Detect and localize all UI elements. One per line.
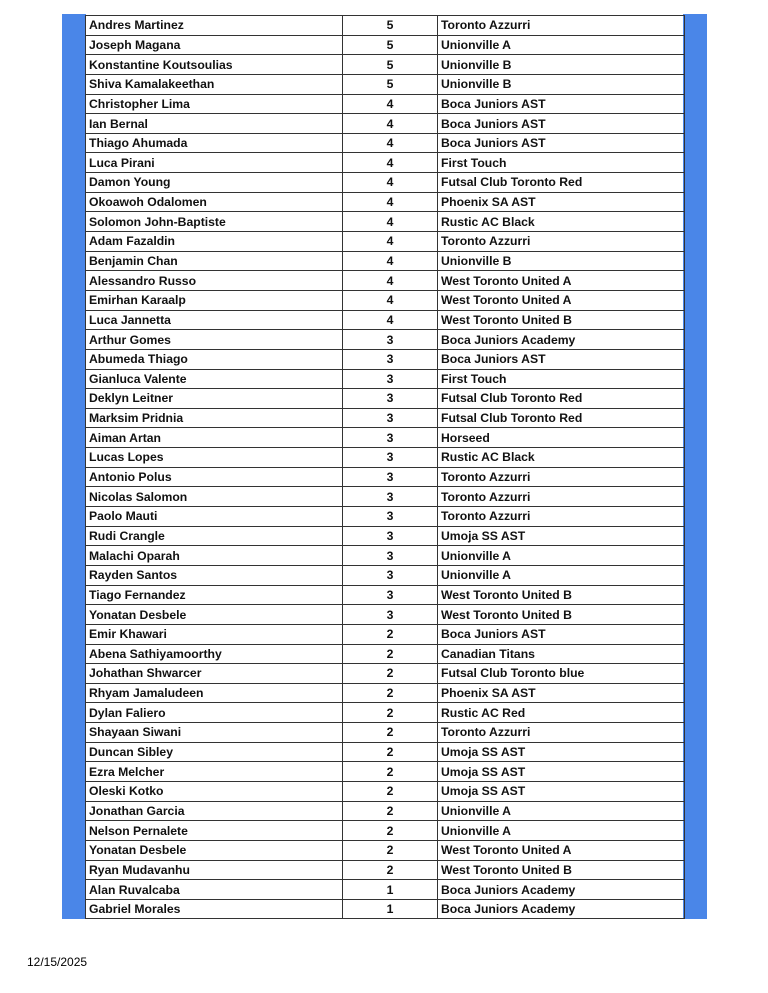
team-cell: Umoja SS AST xyxy=(438,781,685,801)
player-name-cell: Nelson Pernalete xyxy=(86,821,343,841)
player-name-cell: Ezra Melcher xyxy=(86,762,343,782)
team-cell: Boca Juniors Academy xyxy=(438,899,685,919)
player-name-cell: Ian Bernal xyxy=(86,114,343,134)
table-row xyxy=(86,212,685,232)
table-row xyxy=(86,389,685,409)
table-row xyxy=(86,74,685,94)
team-cell: Umoja SS AST xyxy=(438,742,685,762)
team-cell: Toronto Azzurri xyxy=(438,467,685,487)
team-cell: Toronto Azzurri xyxy=(438,487,685,507)
player-name-cell: Paolo Mauti xyxy=(86,507,343,527)
goals-cell: 2 xyxy=(343,723,438,743)
player-name-cell: Gianluca Valente xyxy=(86,369,343,389)
table-row xyxy=(86,133,685,153)
team-cell: Unionville A xyxy=(438,35,685,55)
team-cell: Unionville B xyxy=(438,55,685,75)
table-row xyxy=(86,526,685,546)
player-name-cell: Okoawoh Odalomen xyxy=(86,192,343,212)
goals-cell: 2 xyxy=(343,821,438,841)
player-name-cell: Arthur Gomes xyxy=(86,330,343,350)
team-cell: Futsal Club Toronto blue xyxy=(438,664,685,684)
table-row xyxy=(86,290,685,310)
goals-cell: 5 xyxy=(343,16,438,36)
player-name-cell: Ryan Mudavanhu xyxy=(86,860,343,880)
player-name-cell: Shayaan Siwani xyxy=(86,723,343,743)
team-cell: Toronto Azzurri xyxy=(438,232,685,252)
player-name-cell: Andres Martinez xyxy=(86,16,343,36)
player-name-cell: Marksim Pridnia xyxy=(86,408,343,428)
goals-cell: 4 xyxy=(343,173,438,193)
table-row xyxy=(86,35,685,55)
goals-cell: 2 xyxy=(343,664,438,684)
player-name-cell: Benjamin Chan xyxy=(86,251,343,271)
player-name-cell: Emirhan Karaalp xyxy=(86,290,343,310)
goals-cell: 3 xyxy=(343,585,438,605)
goals-cell: 4 xyxy=(343,192,438,212)
team-cell: West Toronto United A xyxy=(438,271,685,291)
team-cell: West Toronto United A xyxy=(438,840,685,860)
goals-cell: 1 xyxy=(343,899,438,919)
goals-cell: 3 xyxy=(343,330,438,350)
goals-cell: 5 xyxy=(343,35,438,55)
goals-cell: 4 xyxy=(343,212,438,232)
table-row xyxy=(86,880,685,900)
team-cell: West Toronto United B xyxy=(438,860,685,880)
player-name-cell: Rudi Crangle xyxy=(86,526,343,546)
table-row xyxy=(86,644,685,664)
player-name-cell: Emir Khawari xyxy=(86,624,343,644)
table-row xyxy=(86,860,685,880)
player-name-cell: Abena Sathiyamoorthy xyxy=(86,644,343,664)
team-cell: Toronto Azzurri xyxy=(438,16,685,36)
table-row xyxy=(86,349,685,369)
team-cell: Horseed xyxy=(438,428,685,448)
team-cell: Boca Juniors AST xyxy=(438,349,685,369)
team-cell: Unionville B xyxy=(438,74,685,94)
table-row xyxy=(86,546,685,566)
table-row xyxy=(86,840,685,860)
table-row xyxy=(86,153,685,173)
team-cell: Boca Juniors Academy xyxy=(438,880,685,900)
goals-cell: 3 xyxy=(343,467,438,487)
scorers-table xyxy=(85,15,685,919)
goals-cell: 4 xyxy=(343,153,438,173)
left-color-band xyxy=(62,14,86,919)
table-row xyxy=(86,487,685,507)
goals-cell: 2 xyxy=(343,683,438,703)
table-row xyxy=(86,94,685,114)
table-row xyxy=(86,330,685,350)
goals-cell: 4 xyxy=(343,114,438,134)
goals-cell: 3 xyxy=(343,369,438,389)
table-row xyxy=(86,664,685,684)
team-cell: Unionville A xyxy=(438,821,685,841)
team-cell: Umoja SS AST xyxy=(438,526,685,546)
goals-cell: 2 xyxy=(343,840,438,860)
table-row xyxy=(86,683,685,703)
goals-cell: 4 xyxy=(343,290,438,310)
player-name-cell: Alan Ruvalcaba xyxy=(86,880,343,900)
team-cell: Canadian Titans xyxy=(438,644,685,664)
player-name-cell: Oleski Kotko xyxy=(86,781,343,801)
table-row xyxy=(86,624,685,644)
player-name-cell: Johathan Shwarcer xyxy=(86,664,343,684)
goals-cell: 2 xyxy=(343,624,438,644)
goals-cell: 4 xyxy=(343,133,438,153)
goals-cell: 2 xyxy=(343,781,438,801)
player-name-cell: Thiago Ahumada xyxy=(86,133,343,153)
table-row xyxy=(86,742,685,762)
player-name-cell: Dylan Faliero xyxy=(86,703,343,723)
player-name-cell: Antonio Polus xyxy=(86,467,343,487)
team-cell: Boca Juniors AST xyxy=(438,94,685,114)
goals-cell: 4 xyxy=(343,94,438,114)
player-name-cell: Malachi Oparah xyxy=(86,546,343,566)
goals-cell: 2 xyxy=(343,762,438,782)
team-cell: West Toronto United B xyxy=(438,585,685,605)
table-row xyxy=(86,192,685,212)
table-row xyxy=(86,762,685,782)
player-name-cell: Gabriel Morales xyxy=(86,899,343,919)
team-cell: Boca Juniors AST xyxy=(438,114,685,134)
player-name-cell: Alessandro Russo xyxy=(86,271,343,291)
team-cell: Unionville A xyxy=(438,801,685,821)
table-row xyxy=(86,408,685,428)
team-cell: Unionville A xyxy=(438,565,685,585)
team-cell: Toronto Azzurri xyxy=(438,507,685,527)
team-cell: Futsal Club Toronto Red xyxy=(438,389,685,409)
table-row xyxy=(86,428,685,448)
team-cell: Phoenix SA AST xyxy=(438,683,685,703)
table-row xyxy=(86,781,685,801)
goals-cell: 3 xyxy=(343,349,438,369)
table-row xyxy=(86,565,685,585)
player-name-cell: Deklyn Leitner xyxy=(86,389,343,409)
team-cell: Futsal Club Toronto Red xyxy=(438,173,685,193)
goals-cell: 4 xyxy=(343,251,438,271)
table-row xyxy=(86,232,685,252)
player-name-cell: Luca Pirani xyxy=(86,153,343,173)
player-name-cell: Aiman Artan xyxy=(86,428,343,448)
team-cell: Boca Juniors Academy xyxy=(438,330,685,350)
goals-cell: 3 xyxy=(343,487,438,507)
goals-cell: 1 xyxy=(343,880,438,900)
goals-cell: 4 xyxy=(343,271,438,291)
table-row xyxy=(86,448,685,468)
table-row xyxy=(86,271,685,291)
team-cell: Rustic AC Black xyxy=(438,212,685,232)
goals-cell: 2 xyxy=(343,742,438,762)
table-row xyxy=(86,467,685,487)
table-row xyxy=(86,55,685,75)
player-name-cell: Yonatan Desbele xyxy=(86,840,343,860)
table-row xyxy=(86,605,685,625)
goals-cell: 5 xyxy=(343,55,438,75)
goals-cell: 5 xyxy=(343,74,438,94)
goals-cell: 3 xyxy=(343,605,438,625)
right-color-band xyxy=(683,14,707,919)
team-cell: Unionville B xyxy=(438,251,685,271)
goals-cell: 2 xyxy=(343,644,438,664)
team-cell: First Touch xyxy=(438,369,685,389)
table-row xyxy=(86,821,685,841)
print-date: 12/15/2025 xyxy=(27,955,88,969)
table-row xyxy=(86,723,685,743)
player-name-cell: Abumeda Thiago xyxy=(86,349,343,369)
player-name-cell: Joseph Magana xyxy=(86,35,343,55)
team-cell: First Touch xyxy=(438,153,685,173)
player-name-cell: Adam Fazaldin xyxy=(86,232,343,252)
goals-cell: 2 xyxy=(343,860,438,880)
team-cell: Boca Juniors AST xyxy=(438,624,685,644)
goals-cell: 3 xyxy=(343,428,438,448)
scorers-table-body xyxy=(86,16,685,919)
goals-cell: 3 xyxy=(343,448,438,468)
goals-cell: 3 xyxy=(343,565,438,585)
table-row xyxy=(86,507,685,527)
goals-cell: 2 xyxy=(343,703,438,723)
goals-cell: 3 xyxy=(343,546,438,566)
goals-cell: 4 xyxy=(343,232,438,252)
team-cell: West Toronto United B xyxy=(438,605,685,625)
team-cell: Rustic AC Red xyxy=(438,703,685,723)
player-name-cell: Tiago Fernandez xyxy=(86,585,343,605)
player-name-cell: Nicolas Salomon xyxy=(86,487,343,507)
player-name-cell: Luca Jannetta xyxy=(86,310,343,330)
player-name-cell: Lucas Lopes xyxy=(86,448,343,468)
table-row xyxy=(86,899,685,919)
team-cell: West Toronto United A xyxy=(438,290,685,310)
goals-cell: 3 xyxy=(343,526,438,546)
table-row xyxy=(86,114,685,134)
team-cell: West Toronto United B xyxy=(438,310,685,330)
player-name-cell: Jonathan Garcia xyxy=(86,801,343,821)
player-name-cell: Rhyam Jamaludeen xyxy=(86,683,343,703)
table-row xyxy=(86,585,685,605)
player-name-cell: Duncan Sibley xyxy=(86,742,343,762)
player-name-cell: Solomon John-Baptiste xyxy=(86,212,343,232)
player-name-cell: Yonatan Desbele xyxy=(86,605,343,625)
goals-cell: 3 xyxy=(343,389,438,409)
table-row xyxy=(86,310,685,330)
team-cell: Toronto Azzurri xyxy=(438,723,685,743)
goals-cell: 2 xyxy=(343,801,438,821)
team-cell: Umoja SS AST xyxy=(438,762,685,782)
table-row xyxy=(86,16,685,36)
player-name-cell: Shiva Kamalakeethan xyxy=(86,74,343,94)
team-cell: Boca Juniors AST xyxy=(438,133,685,153)
table-row xyxy=(86,703,685,723)
team-cell: Unionville A xyxy=(438,546,685,566)
goals-cell: 4 xyxy=(343,310,438,330)
table-row xyxy=(86,369,685,389)
team-cell: Rustic AC Black xyxy=(438,448,685,468)
player-name-cell: Rayden Santos xyxy=(86,565,343,585)
team-cell: Phoenix SA AST xyxy=(438,192,685,212)
player-name-cell: Christopher Lima xyxy=(86,94,343,114)
table-row xyxy=(86,801,685,821)
team-cell: Futsal Club Toronto Red xyxy=(438,408,685,428)
table-row xyxy=(86,251,685,271)
player-name-cell: Damon Young xyxy=(86,173,343,193)
player-name-cell: Konstantine Koutsoulias xyxy=(86,55,343,75)
table-row xyxy=(86,173,685,193)
goals-cell: 3 xyxy=(343,507,438,527)
goals-cell: 3 xyxy=(343,408,438,428)
